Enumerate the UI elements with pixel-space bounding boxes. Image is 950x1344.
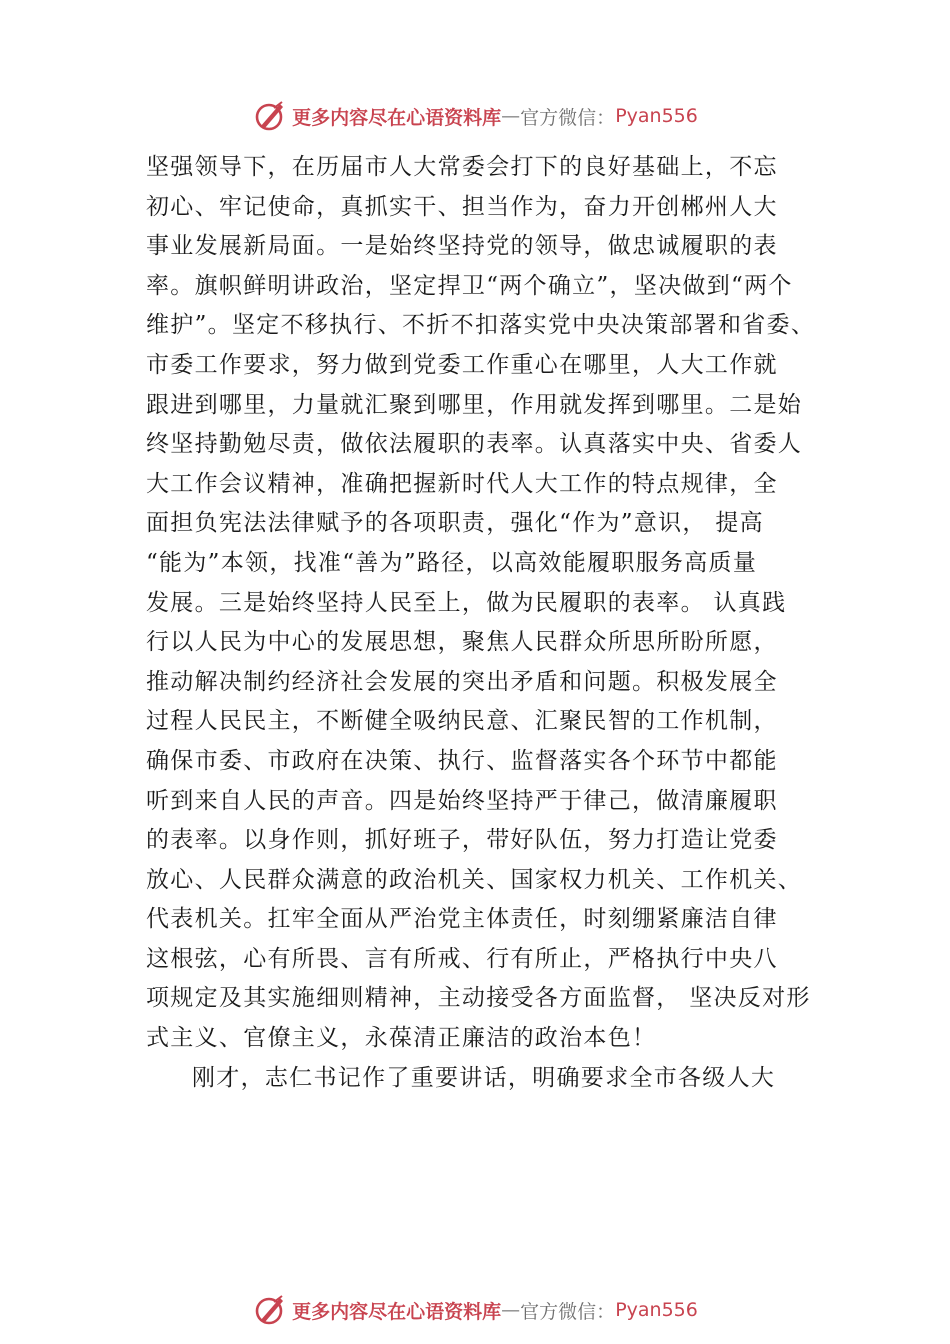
text-line: 式主义、官僚主义，永葆清正廉洁的政治本色！: [146, 1025, 657, 1052]
text-line: 推动解决制约经济社会发展的突出矛盾和问题。积极发展全: [146, 668, 778, 695]
banner-title: 更多内容尽在心语资料库: [292, 106, 502, 129]
text-line: 面担负宪法法律赋予的各项职责，强化“作为”意识， 提高: [146, 510, 764, 537]
text-line: 终坚持勤勉尽责，做依法履职的表率。认真落实中央、省委人: [146, 431, 803, 458]
text-line: 听到来自人民的声音。四是始终坚持严于律己，做清廉履职: [146, 787, 778, 814]
text-line: 坚强领导下，在历届市人大常委会打下的良好基础上，不忘: [146, 154, 778, 180]
banner-separator: —: [501, 105, 521, 127]
text-line: 率。旗帜鲜明讲政治，坚定捍卫“两个确立”，坚决做到“两个: [146, 272, 793, 299]
text-line: 这根弦，心有所畏、言有所戒、行有所止，严格执行中央八: [146, 945, 778, 972]
banner-wechat-id: Pyan556: [615, 105, 698, 127]
text-line: 事业发展新局面。一是始终坚持党的领导，做忠诚履职的表: [146, 233, 778, 260]
footer-banner: [0, 1290, 950, 1330]
banner-label: 官方微信：: [520, 106, 616, 129]
quill-logo-icon: [252, 98, 288, 134]
text-line: 大工作会议精神，准确把握新时代人大工作的特点规律，全: [146, 470, 778, 497]
text-line: 发展。三是始终坚持人民至上，做为民履职的表率。 认真践: [146, 589, 787, 616]
text-line: “能为”本领，找准“善为”路径，以高效能履职服务高质量: [146, 549, 758, 576]
document-body: [146, 148, 836, 1098]
text-line: 代表机关。扛牢全面从严治党主体责任，时刻绷紧廉洁自律: [146, 906, 778, 933]
text-line: 行以人民为中心的发展思想，聚焦人民群众所思所盼所愿，: [146, 629, 778, 656]
paragraph-first-line: 刚才，志仁书记作了重要讲话，明确要求全市各级人大: [192, 1064, 776, 1091]
text-line: 确保市委、市政府在决策、执行、监督落实各个环节中都能: [146, 747, 778, 774]
banner-label: 官方微信：: [520, 1300, 616, 1323]
banner-separator: —: [501, 1299, 521, 1321]
text-line: 市委工作要求，努力做到党委工作重心在哪里，人大工作就: [146, 351, 778, 378]
text-line: 跟进到哪里，力量就汇聚到哪里，作用就发挥到哪里。二是始: [146, 391, 803, 418]
quill-logo-icon: [252, 1292, 288, 1328]
text-line: 初心、牢记使命，真抓实干、担当作为，奋力开创郴州人大: [146, 193, 778, 220]
text-line: 过程人民民主，不断健全吸纳民意、汇聚民智的工作机制，: [146, 708, 778, 735]
text-line: 项规定及其实施细则精神，主动接受各方面监督， 坚决反对形: [146, 985, 811, 1012]
text-line: 维护”。坚定不移执行、不折不扣落实党中央决策部署和省委、: [146, 312, 816, 339]
text-line: 的表率。以身作则，抓好班子，带好队伍，努力打造让党委: [146, 827, 778, 854]
text-line: 放心、人民群众满意的政治机关、国家权力机关、工作机关、: [146, 866, 803, 893]
banner-wechat-id: Pyan556: [615, 1299, 698, 1321]
header-banner: [0, 96, 950, 136]
banner-title: 更多内容尽在心语资料库: [292, 1300, 502, 1323]
